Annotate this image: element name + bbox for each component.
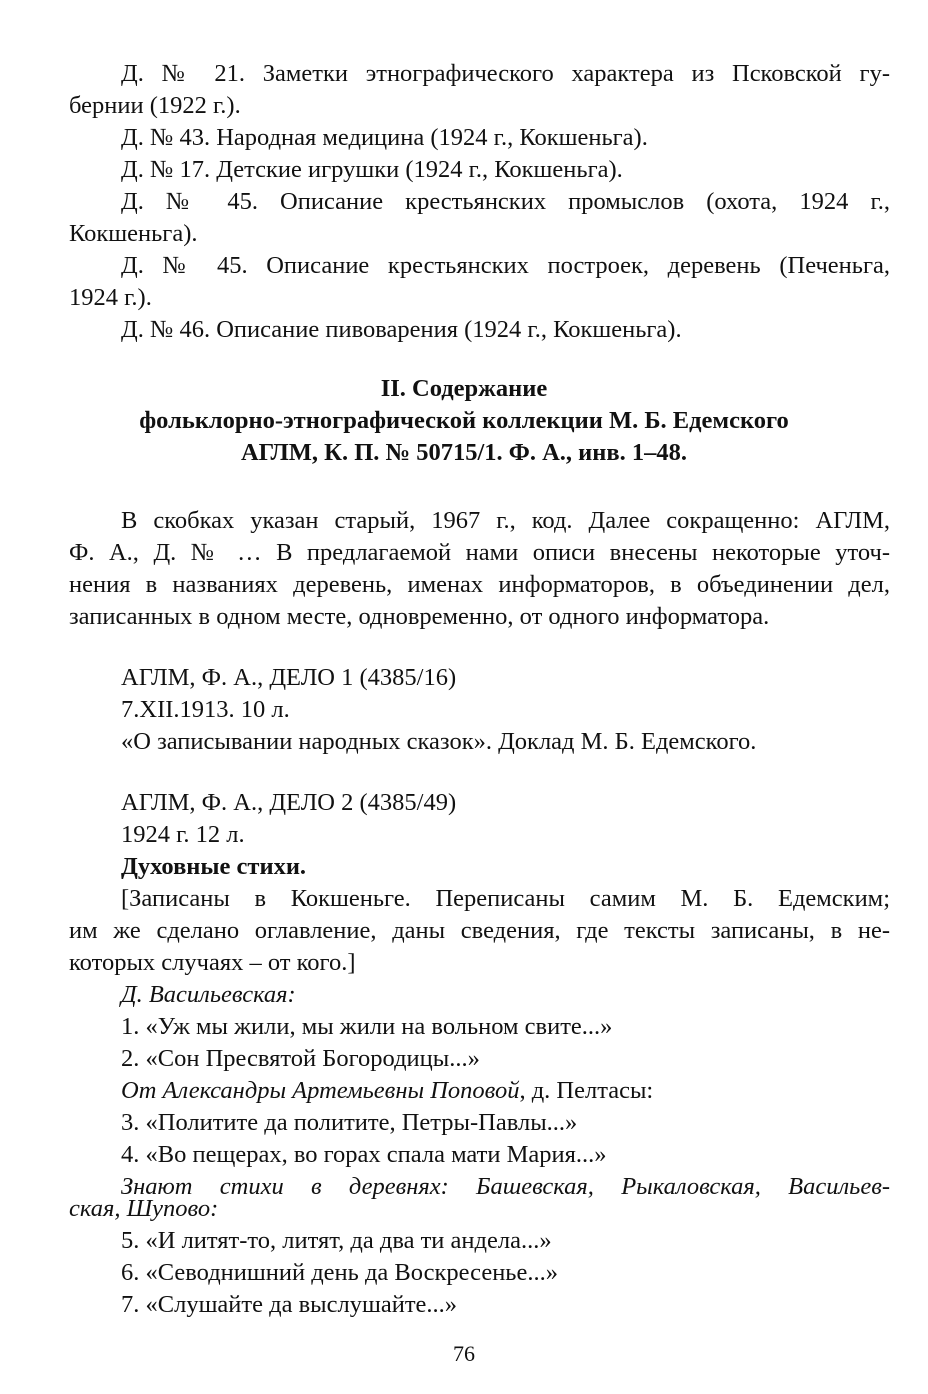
case2-title: Духовные стихи. bbox=[121, 853, 307, 880]
case2-note-line1: [Записаны в Кокшеньге. Переписаны самим М. Б. Едемским; bbox=[121, 885, 890, 912]
section-heading-line3: АГЛМ, К. П. № 50715/1. Ф. А., инв. 1–48. bbox=[240, 439, 688, 466]
intro-line1: В скобках указан старый, 1967 г., код. Далее сокращенно: АГЛМ, bbox=[121, 507, 890, 534]
case2-ref: АГЛМ, Ф. А., ДЕЛО 2 (4385/49) bbox=[121, 789, 457, 816]
entry-21-line2: бернии (1922 г.). bbox=[69, 92, 241, 119]
source-popova-village: , д. Пелтасы: bbox=[519, 1077, 654, 1104]
section-heading-line2: фольклорно-этнографической коллекции М. Б. Едемского bbox=[139, 407, 789, 434]
entry-45a-line1: Д. № 45. Описание крестьянских промыслов (охота, 1924 г., bbox=[121, 188, 890, 215]
source-vasilevskaya: Д. Васильевская: bbox=[121, 981, 296, 1008]
source-villages-line1: Знают стихи в деревнях: Башевская, Рыкаловская, Васильев- bbox=[121, 1173, 890, 1200]
verse-item-1: 1. «Уж мы жили, мы жили на вольном свите...» bbox=[121, 1013, 613, 1040]
entry-45a-line2: Кокшеньга). bbox=[69, 220, 198, 247]
case2-note-line2: им же сделано оглавление, даны сведения, где тексты записаны, в не- bbox=[69, 917, 890, 944]
intro-line4: записанных в одном месте, одновременно, от одного информатора. bbox=[69, 603, 770, 630]
case1-ref: АГЛМ, Ф. А., ДЕЛО 1 (4385/16) bbox=[121, 664, 457, 691]
intro-line2: Ф. А., Д. № … В предлагаемой нами описи внесены некоторые уточ- bbox=[69, 539, 890, 566]
entry-45b-line2: 1924 г.). bbox=[69, 284, 152, 311]
entry-43: Д. № 43. Народная медицина (1924 г., Кокшеньга). bbox=[121, 124, 648, 151]
verse-item-2: 2. «Сон Пресвятой Богородицы...» bbox=[121, 1045, 480, 1072]
verse-item-7: 7. «Слушайте да выслушайте...» bbox=[121, 1291, 458, 1318]
entry-21-line1: Д. № 21. Заметки этнографического характера из Псковской гу- bbox=[121, 60, 890, 87]
source-villages-line2: ская, Шупово: bbox=[69, 1195, 219, 1222]
source-popova bbox=[0, 1075, 928, 1107]
case2-note-line3: которых случаях – от кого.] bbox=[69, 949, 356, 976]
intro-line3: нения в названиях деревень, именах информаторов, в объединении дел, bbox=[69, 571, 890, 598]
case1-date: 7.XII.1913. 10 л. bbox=[121, 696, 290, 723]
verse-item-5: 5. «И литят-то, литят, да два ти андела...» bbox=[121, 1227, 552, 1254]
verse-item-6: 6. «Севоднишний день да Воскресенье...» bbox=[121, 1259, 558, 1286]
verse-item-3: 3. «Политите да политите, Петры-Павлы...» bbox=[121, 1109, 578, 1136]
verse-item-4: 4. «Во пещерах, во горах спала мати Мария...» bbox=[121, 1141, 607, 1168]
page-number: 76 bbox=[453, 1341, 475, 1366]
entry-17: Д. № 17. Детские игрушки (1924 г., Кокшеньга). bbox=[121, 156, 623, 183]
source-popova-name: От Александры Артемьевны Поповой bbox=[121, 1077, 520, 1104]
case1-title: «О записывании народных сказок». Доклад М. Б. Едемского. bbox=[121, 728, 757, 755]
case2-date: 1924 г. 12 л. bbox=[121, 821, 245, 848]
section-heading-line1: II. Содержание bbox=[380, 375, 548, 402]
entry-46: Д. № 46. Описание пивоварения (1924 г., Кокшеньга). bbox=[121, 316, 682, 343]
entry-45b-line1: Д. № 45. Описание крестьянских построек, деревень (Печеньга, bbox=[121, 252, 890, 279]
